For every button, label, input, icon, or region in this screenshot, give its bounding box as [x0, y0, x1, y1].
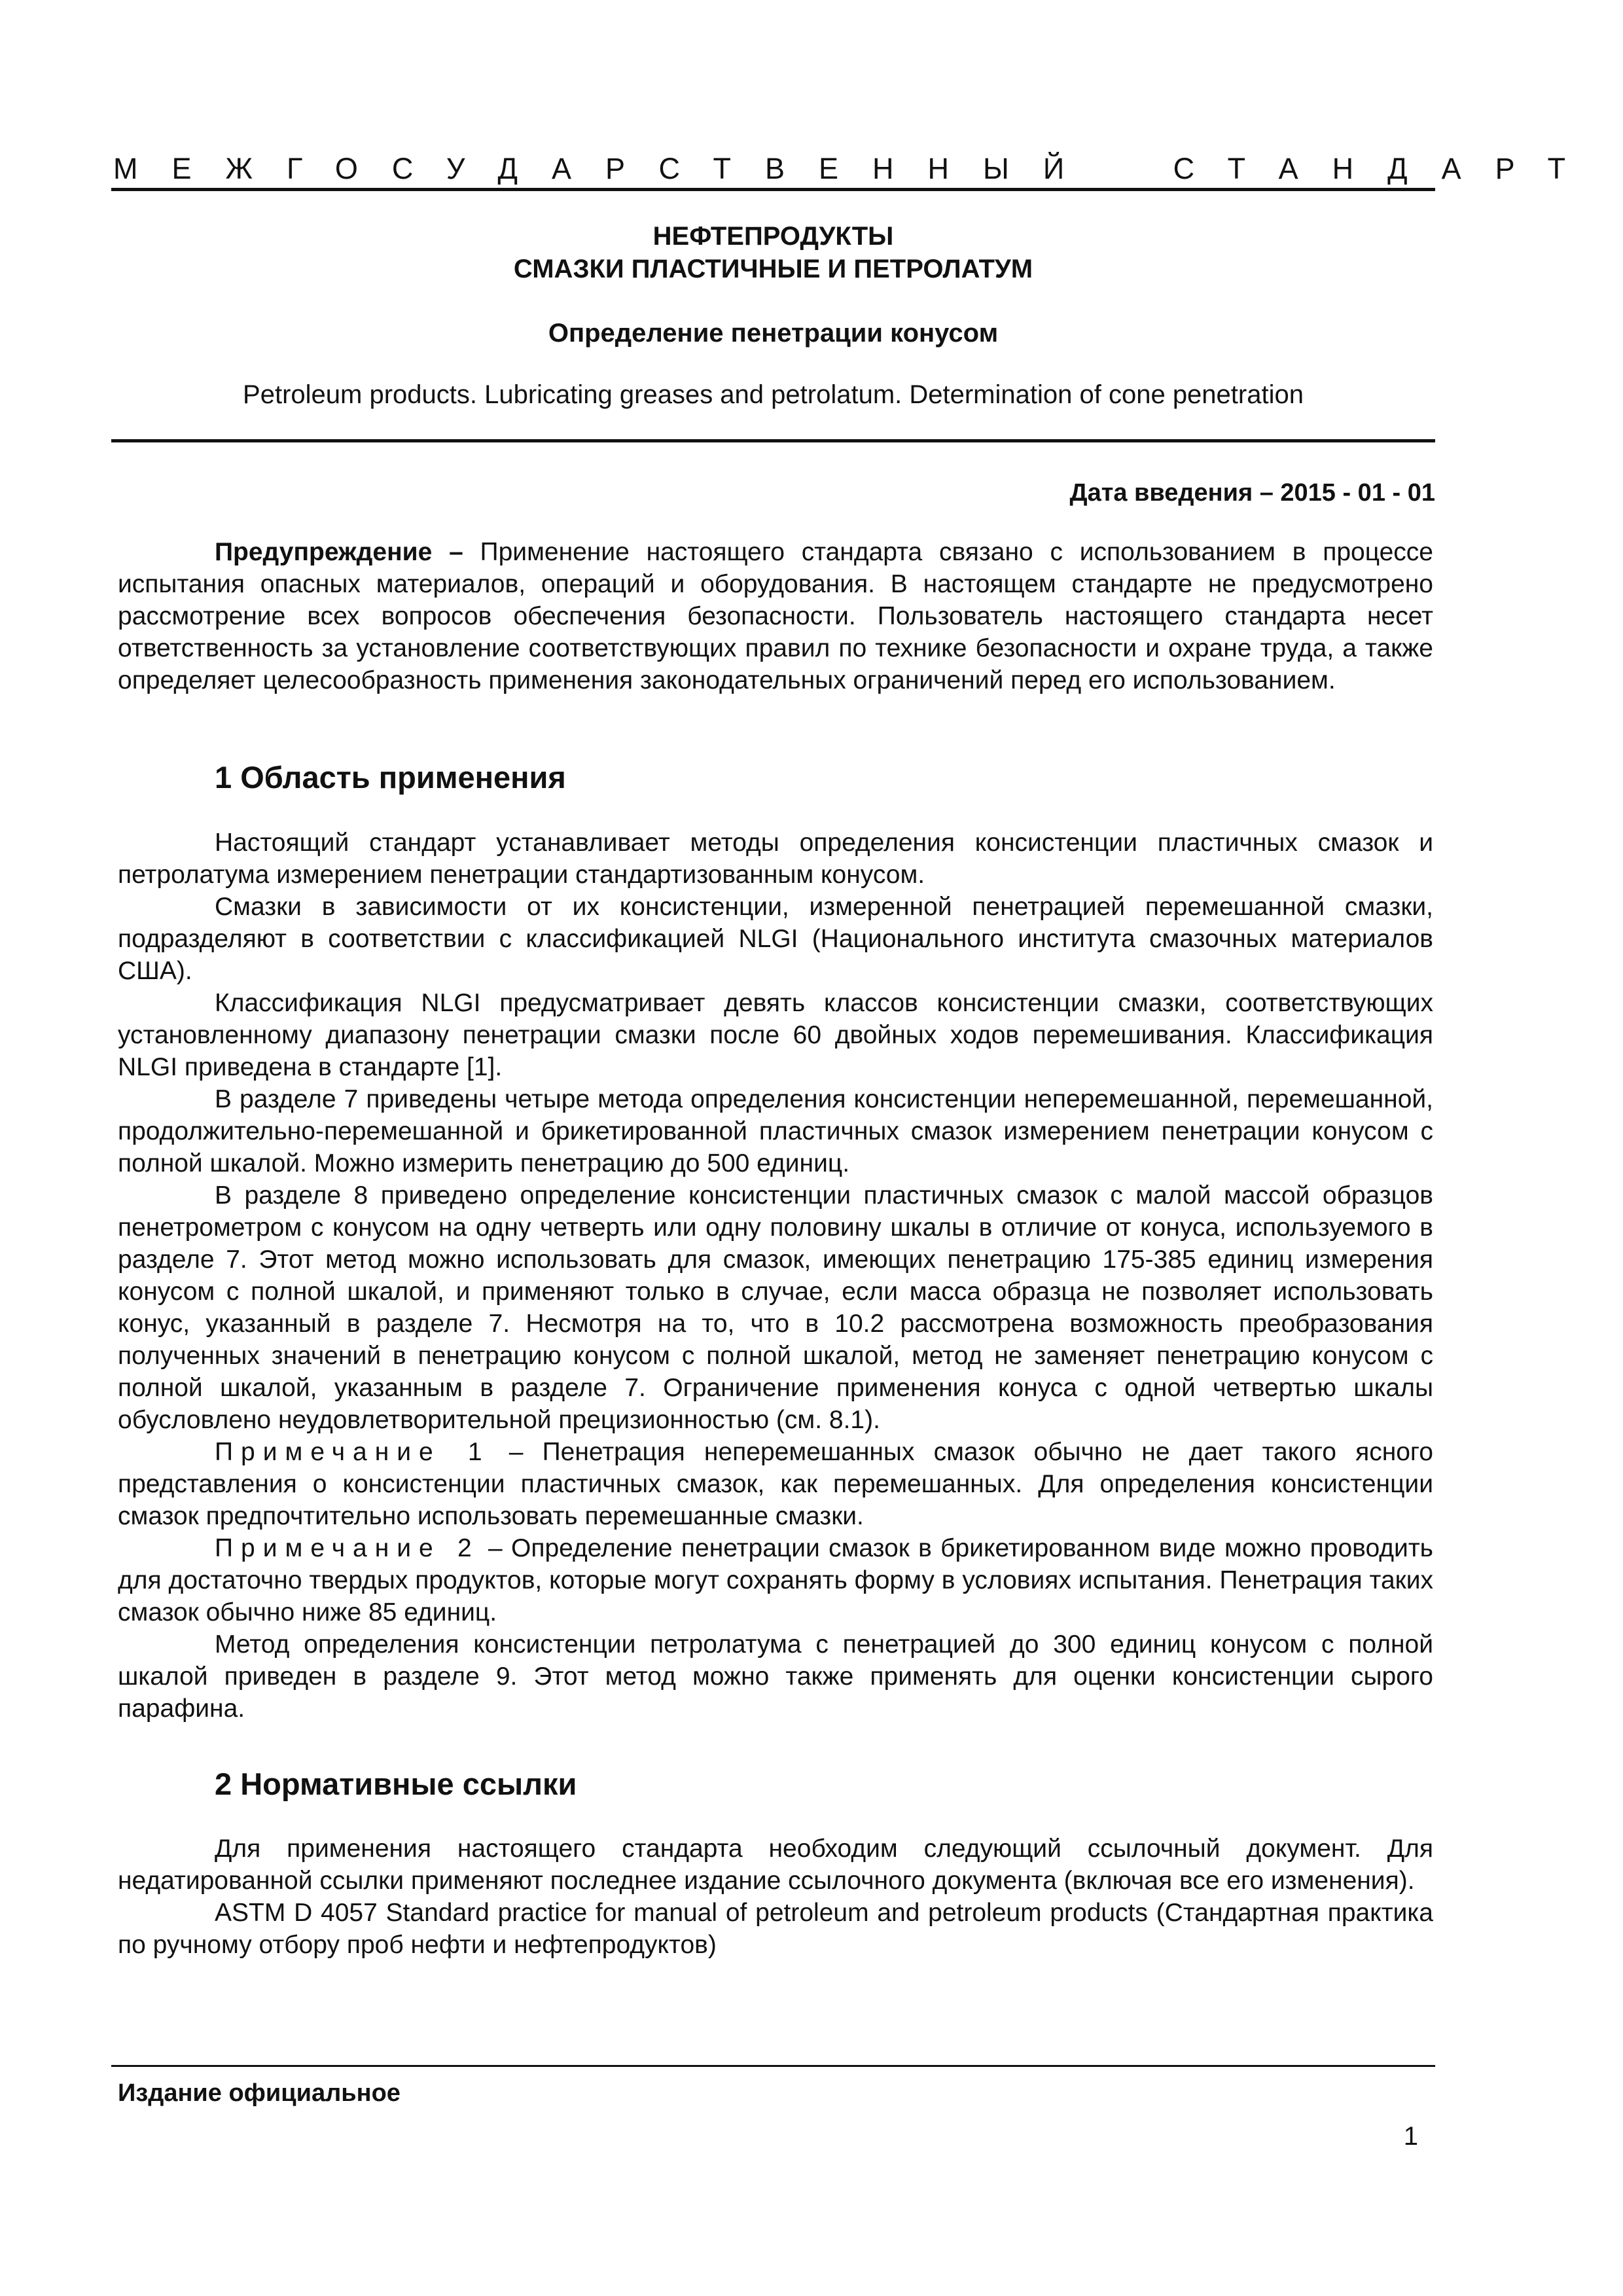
- warning-block: [118, 536, 1433, 696]
- header-rule: [111, 188, 1435, 191]
- normative-reference: ASTM D 4057 Standard practice for manual of petroleum and petroleum products (Стандартная практика по ручному отбору проб нефти и нефтепродуктов): [118, 1899, 1433, 1959]
- footer-rule: [111, 2065, 1435, 2067]
- note-2-text: – Определение пенетрации смазок в брикетированном виде можно проводить для достаточно твердых продуктов, которые могут сохранять форму в условиях испытания. Пенетрация таких смазок обычно ниже 85 единиц.: [118, 1534, 1433, 1626]
- section-1-last-paragraph: Метод определения консистенции петролатума с пенетрацией до 300 единиц конусом с полной шкалой приведен в разделе 9. Этот метод можно также применять для оценки консистенции сырого парафина.: [118, 1630, 1433, 1723]
- official-edition-label: Издание официальное: [118, 2079, 401, 2107]
- warning-text: Применение настоящего стандарта связано с использованием в процессе испытания опасных материалов, операций и оборудования. В настоящем стандарте не предусмотрено рассмотрение всех вопросов обеспечения безопасности. Пользователь настоящего стандарта несет ответственность за установление соответствующих правил по технике безопасности и охране труда, а также определяет целесообразность применения законодательных ограничений перед его использованием.: [118, 538, 1433, 694]
- warning-label: Предупреждение –: [215, 538, 463, 566]
- standard-type-header: МЕЖГОСУДАРСТВЕННЫЙ СТАНДАРТ: [113, 152, 1600, 185]
- section-2-paragraph: Для применения настоящего стандарта необходим следующий ссылочный документ. Для недатированной ссылки применяют последнее издание ссылочного документа (включая все его изменения).: [118, 1835, 1433, 1895]
- section-1-paragraph: Смазки в зависимости от их консистенции, измеренной пенетрацией перемешанной смазки, подразделяют в соответствии с классификацией NLGI (Национального института смазочных материалов США).: [118, 893, 1433, 985]
- section-1-heading: 1 Область применения: [215, 760, 566, 795]
- section-1-body: [118, 827, 1433, 1725]
- introduction-date: Дата введения – 2015 - 01 - 01: [1069, 479, 1435, 507]
- note-2: [118, 1532, 1433, 1628]
- section-1-paragraph: В разделе 7 приведены четыре метода определения консистенции неперемешанной, перемешанной, продолжительно-перемешанной и брикетированной пластичных смазок измерением пенетрации конусом с полной шкалой. Можно измерить пенетрацию до 500 единиц.: [118, 1085, 1433, 1177]
- note-1: [118, 1436, 1433, 1532]
- section-1-paragraph: В разделе 8 приведено определение консистенции пластичных смазок с малой массой образцов пенетрометром с конусом на одну четверть или одну половину шкалы в отличие от конуса, используемого в разделе 7. Этот метод можно использовать для смазок, имеющих пенетрацию 175-385 единиц измерения конусом с полной шкалой, и применяют только в случае, если масса образца не позволяет использовать конус, указанный в разделе 7. Несмотря на то, что в 10.2 рассмотрена возможность преобразования полученных значений в пенетрацию конусом с полной шкалой, метод не заменяет пенетрацию конусом с полной шкалой, указанным в разделе 7. Ограничение применения конуса с одной четвертью шкалы обусловлено неудовлетворительной прецизионностью (см. 8.1).: [118, 1181, 1433, 1434]
- note-2-label: Примечание 2: [215, 1534, 480, 1562]
- section-2-body: [118, 1833, 1433, 1961]
- document-title-line-1: НЕФТЕПРОДУКТЫ: [652, 222, 894, 251]
- page-number: 1: [1403, 2122, 1418, 2151]
- title-rule: [111, 439, 1435, 442]
- section-2-heading: 2 Нормативные ссылки: [215, 1767, 577, 1801]
- note-1-label: Примечание 1: [215, 1438, 490, 1466]
- document-subtitle: Определение пенетрации конусом: [548, 319, 999, 348]
- english-title: Petroleum products. Lubricating greases and petrolatum. Determination of cone penetration: [243, 380, 1304, 409]
- section-1-paragraph: Классификация NLGI предусматривает девять классов консистенции смазки, соответствующих установленному диапазону пенетрации смазки после 60 двойных ходов перемешивания. Классификация NLGI приведена в стандарте [1].: [118, 989, 1433, 1081]
- note-1-text: – Пенетрация неперемешанных смазок обычно не дает такого ясного представления о консистенции пластичных смазок, как перемешанных. Для определения консистенции смазок предпочтительно использовать перемешанные смазки.: [118, 1438, 1433, 1530]
- document-title-line-2: СМАЗКИ ПЛАСТИЧНЫЕ И ПЕТРОЛАТУМ: [513, 255, 1033, 283]
- section-1-paragraph: Настоящий стандарт устанавливает методы определения консистенции пластичных смазок и петролатума измерением пенетрации стандартизованным конусом.: [118, 829, 1433, 889]
- warning-paragraph: [118, 536, 1433, 696]
